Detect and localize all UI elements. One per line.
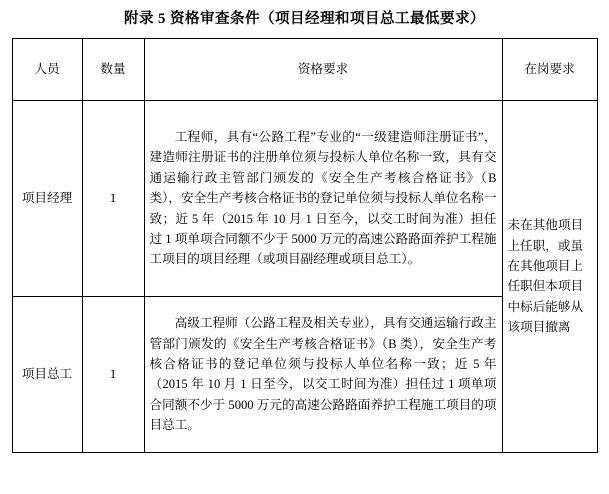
qualification-table [12,38,598,453]
header-onsite: 在岗要求 [502,38,597,100]
cell-quantity-chief-engineer: 1 [82,296,144,452]
cell-onsite-requirement: 未在其他项目上任职，或虽在其他项目上任职但本项目中标后能够从该项目撤离 [502,100,597,452]
header-person: 人员 [12,38,82,100]
header-quantity: 数量 [82,38,144,100]
table-header-row [12,38,597,100]
cell-requirement-chief-engineer: 高级工程师（公路工程及相关专业），具有交通运输行政主管部门颁发的《安全生产考核合格证书》（B 类），安全生产考核合格证书的登记单位须与投标人单位名称一致；近 5 年（2015 年 10 月 1 日至今，以交工时间为准）担任过 1 项单项合同额不少于 5000 万元的高速公路路面养护工程施工项目的项目总工。 [144,296,502,452]
cell-requirement-project-manager: 工程师，具有“公路工程”专业的“一级建造师注册证书”，建造师注册证书的注册单位须与投标人单位名称一致，具有交通运输行政主管部门颁发的《安全生产考核合格证书》（B 类），安全生产考核合格证书的登记单位须与投标人单位名称一致；近 5 年（2015 年 10 月 1 日至今，以交工时间为准）担任过 1 项单项合同额不少于 5000 万元的高速公路路面养护工程施工项目的项目经理（或项目副经理或项目总工）。 [144,100,502,296]
cell-person-project-manager: 项目经理 [12,100,82,296]
header-requirement: 资格要求 [144,38,502,100]
table-row [12,100,597,296]
page-title: 附录 5 资格审查条件（项目经理和项目总工最低要求） [124,11,485,27]
cell-quantity-project-manager: 1 [82,100,144,296]
cell-person-chief-engineer: 项目总工 [12,296,82,452]
